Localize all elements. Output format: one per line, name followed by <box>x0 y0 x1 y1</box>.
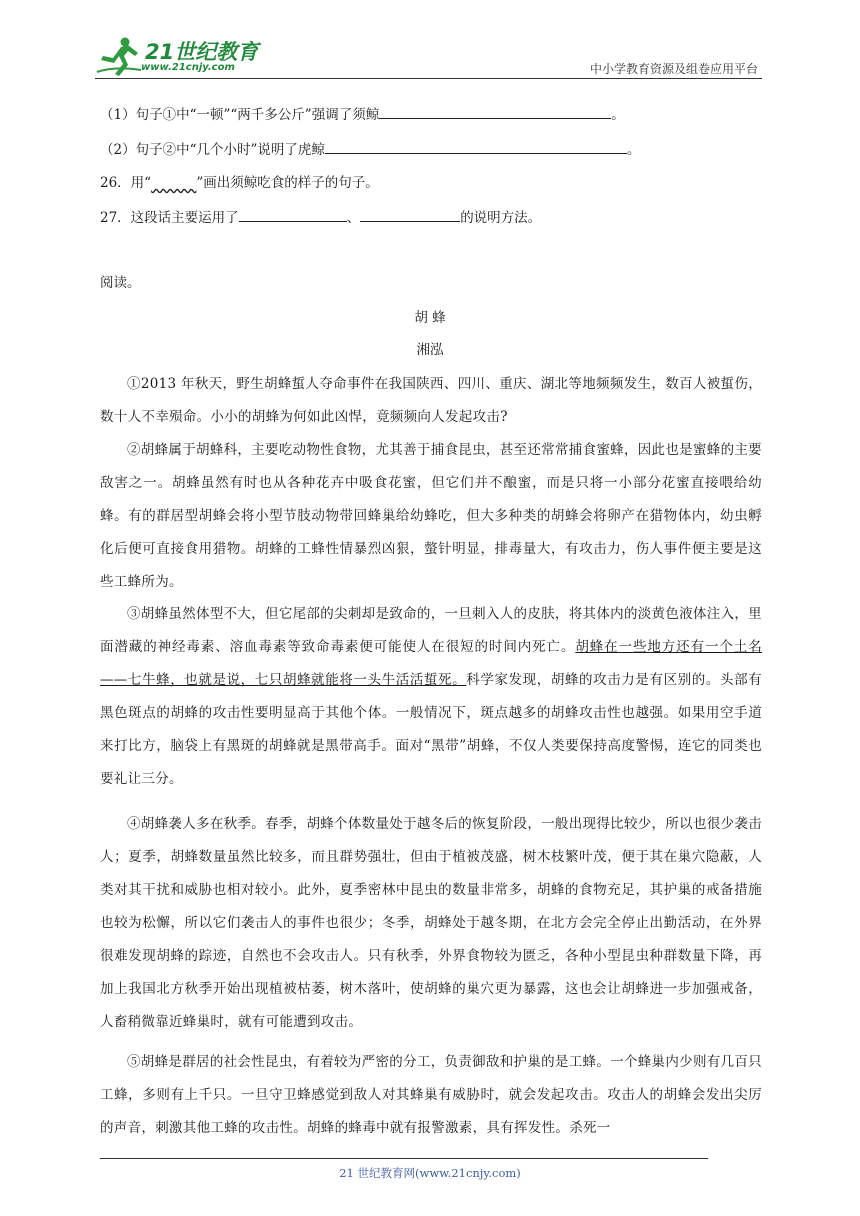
question-27-prefix: 27．这段话主要运用了 <box>100 210 239 226</box>
question-1-end: 。 <box>611 107 625 123</box>
question-26 <box>100 173 379 193</box>
paragraph-2: ②胡蜂属于胡蜂科，主要吃动物性食物，尤其善于捕食昆虫，甚至还常常捕食蜜蜂，因此也是蜜蜂的主要敌害之一。胡蜂虽然有时也从各种花卉中吸食花蜜，但它们并不酿蜜，而是只将一小部分花蜜直接喂给幼蜂。有的群居型胡蜂会将小型节肢动物带回蜂巢给幼蜂吃，但大多种类的胡蜂会将卵产在猎物体内，幼虫孵化后便可直接食用猎物。胡蜂的工蜂性情暴烈凶狠，螫针明显，排毒量大，有攻击力，伤人事件便主要是这些工蜂所为。 <box>100 442 762 590</box>
platform-name: 中小学教育资源及组卷应用平台 <box>589 62 758 76</box>
question-26-suffix: ”画出须鲸吃食的样子的句子。 <box>196 175 379 191</box>
logo-text: 21世纪教育 <box>145 40 259 64</box>
question-2-end: 。 <box>626 142 641 158</box>
article-title: 胡 蜂 <box>414 310 446 326</box>
footer-divider <box>100 1158 708 1159</box>
question-2 <box>100 139 640 160</box>
runner-logo-icon <box>95 36 143 78</box>
question-27 <box>100 207 541 228</box>
header-divider <box>95 78 762 79</box>
site-logo <box>95 34 265 80</box>
answer-blank[interactable] <box>325 139 627 154</box>
paragraph-3-part-b: 科学家发现，胡蜂的攻击力是有区别的。头部有黑色斑点的胡蜂的攻击性要明显高于其他个体。一般情况下，斑点越多的胡蜂攻击性也越强。如果用空手道来打比方，脑袋上有黑斑的胡蜂就是黑带高手。面对“黑带”胡蜂，不仅人类要保持高度警惕，连它的同类也要礼让三分。 <box>100 672 762 787</box>
article-author: 湘泓 <box>416 342 444 358</box>
paragraph-4: ④胡蜂袭人多在秋季。春季，胡蜂个体数量处于越冬后的恢复阶段，一般出现得比较少，所以也很少袭击人；夏季，胡蜂数量虽然比较多，而且群势强壮，但由于植被茂盛，树木枝繁叶茂，便于其在巢穴隐蔽，人类对其干扰和威胁也相对较小。此外，夏季密林中昆虫的数量非常多，胡蜂的食物充足，其护巢的戒备措施也较为松懈，所以它们袭击人的事件也很少；冬季，胡蜂处于越冬期，在北方会完全停止出勤活动，在外界很难发现胡蜂的踪迹，自然也不会攻击人。只有秋季，外界食物较为匮乏，各种小型昆虫种群数量下降，再加上我国北方秋季开始出现植被枯萎，树木落叶，使胡蜂的巢穴更为暴露，这也会让胡蜂进一步加强戒备，人畜稍微靠近蜂巢时，就有可能遭到攻击。 <box>100 816 762 1030</box>
answer-blank[interactable] <box>239 207 347 222</box>
paragraph-3-part-a: ③胡蜂虽然体型不大，但它尾部的尖刺却是致命的，一旦刺入人的皮肤，将其体内的淡黄色液体注入，里面潜藏的神经毒素、溶血毒素等致命毒素便可能使人在很短的时间内死亡。 <box>100 606 762 655</box>
question-26-prefix: 26．用“ <box>100 175 152 191</box>
question-2-text: （2）句子②中“几个小时”说明了虎鲸 <box>100 142 325 158</box>
answer-blank[interactable] <box>379 104 611 119</box>
answer-blank[interactable] <box>360 207 460 222</box>
paragraph-1: ①2013 年秋天，野生胡蜂蜇人夺命事件在我国陕西、四川、重庆、湖北等地频频发生，数百人被蜇伤，数十人不幸殒命。小小的胡蜂为何如此凶悍，竟频频向人发起攻击? <box>100 376 762 425</box>
question-27-mid: 、 <box>346 210 361 226</box>
logo-url: www.21cnjy.com <box>141 62 235 73</box>
wavy-line-mark <box>151 175 196 191</box>
footer-text: 21 世纪教育网(www.21cnjy.com) <box>339 1166 521 1180</box>
question-1-text: （1）句子①中“一顿”“两千多公斤”强调了须鲸 <box>100 107 380 123</box>
page-header <box>95 34 760 80</box>
paragraph-3 <box>100 598 762 796</box>
question-27-suffix: 的说明方法。 <box>460 210 542 226</box>
paragraph-5: ⑤胡蜂是群居的社会性昆虫，有着较为严密的分工，负责御敌和护巢的是工蜂。一个蜂巢内少则有几百只工蜂，多则有上千只。一旦守卫蜂感觉到敌人对其蜂巢有威胁时，就会发起攻击。攻击人的胡蜂会发出尖厉的声音，刺激其他工蜂的攻击性。胡蜂的蜂毒中就有报警激素，具有挥发性。杀死一 <box>100 1054 762 1136</box>
underlined-sentence: 胡蜂在一些地方还有一个土名——七牛蜂，也就是说，七只胡蜂就能将一头牛活活蜇死。 <box>100 639 762 688</box>
question-1 <box>100 104 625 125</box>
reading-intro: 阅读。 <box>100 275 141 291</box>
